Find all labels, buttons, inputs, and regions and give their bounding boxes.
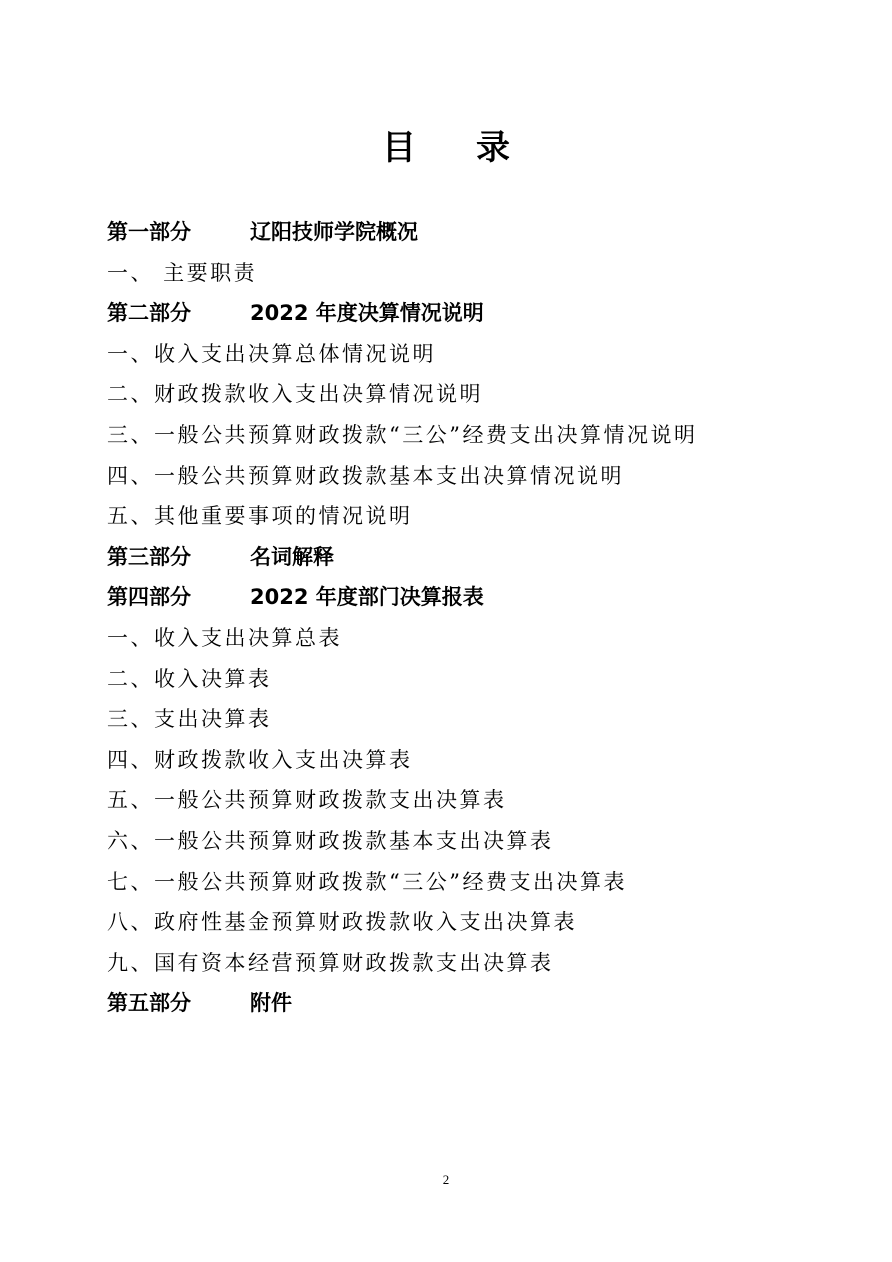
toc-item: 八、政府性基金预算财政拨款收入支出决算表 <box>107 910 577 935</box>
toc-part-text: 辽阳技师学院概况 <box>250 220 418 244</box>
toc-item: 四、一般公共预算财政拨款基本支出决算情况说明 <box>107 463 624 488</box>
toc-item: 二、收入决算表 <box>107 666 272 691</box>
toc-item: 二、财政拨款收入支出决算情况说明 <box>107 382 483 407</box>
toc-part-label: 第四部分 <box>107 585 191 610</box>
toc-item: 三、支出决算表 <box>107 707 272 732</box>
toc-item: 五、其他重要事项的情况说明 <box>107 504 413 529</box>
toc-part-label: 第三部分 <box>107 544 191 569</box>
toc-item: 六、一般公共预算财政拨款基本支出决算表 <box>107 828 554 853</box>
toc-part-text: 2022 年度决算情况说明 <box>250 301 484 326</box>
toc-item: 一、收入支出决算总表 <box>107 625 342 650</box>
toc-item: 七、一般公共预算财政拨款“三公”经费支出决算表 <box>107 869 627 894</box>
toc-part-label: 第二部分 <box>107 301 191 326</box>
toc-item: 一、收入支出决算总体情况说明 <box>107 341 436 366</box>
toc-item: 五、一般公共预算财政拨款支出决算表 <box>107 788 507 813</box>
toc-part-text: 附件 <box>250 991 292 1016</box>
toc-part-3 <box>107 537 807 578</box>
toc-item: 四、财政拨款收入支出决算表 <box>107 747 413 772</box>
toc-part-1 <box>107 212 807 253</box>
title-char-2: 录 <box>476 128 510 168</box>
toc-item: 九、国有资本经营预算财政拨款支出决算表 <box>107 950 554 975</box>
toc-item: 三、一般公共预算财政拨款“三公”经费支出决算情况说明 <box>107 422 698 447</box>
toc-part-text: 2022 年度部门决算报表 <box>250 585 484 610</box>
toc-part-2 <box>107 293 807 334</box>
title-char-1: 目 <box>382 128 416 168</box>
toc-part-text: 名词解释 <box>250 544 334 569</box>
page-number: 2 <box>442 1172 450 1187</box>
toc-item: 一、 主要职责 <box>107 260 258 285</box>
table-of-contents <box>107 212 807 1024</box>
toc-part-5 <box>107 983 807 1024</box>
toc-part-4 <box>107 577 807 618</box>
page-title <box>0 124 892 172</box>
toc-part-label: 第一部分 <box>107 220 191 244</box>
toc-part-label: 第五部分 <box>107 991 191 1016</box>
